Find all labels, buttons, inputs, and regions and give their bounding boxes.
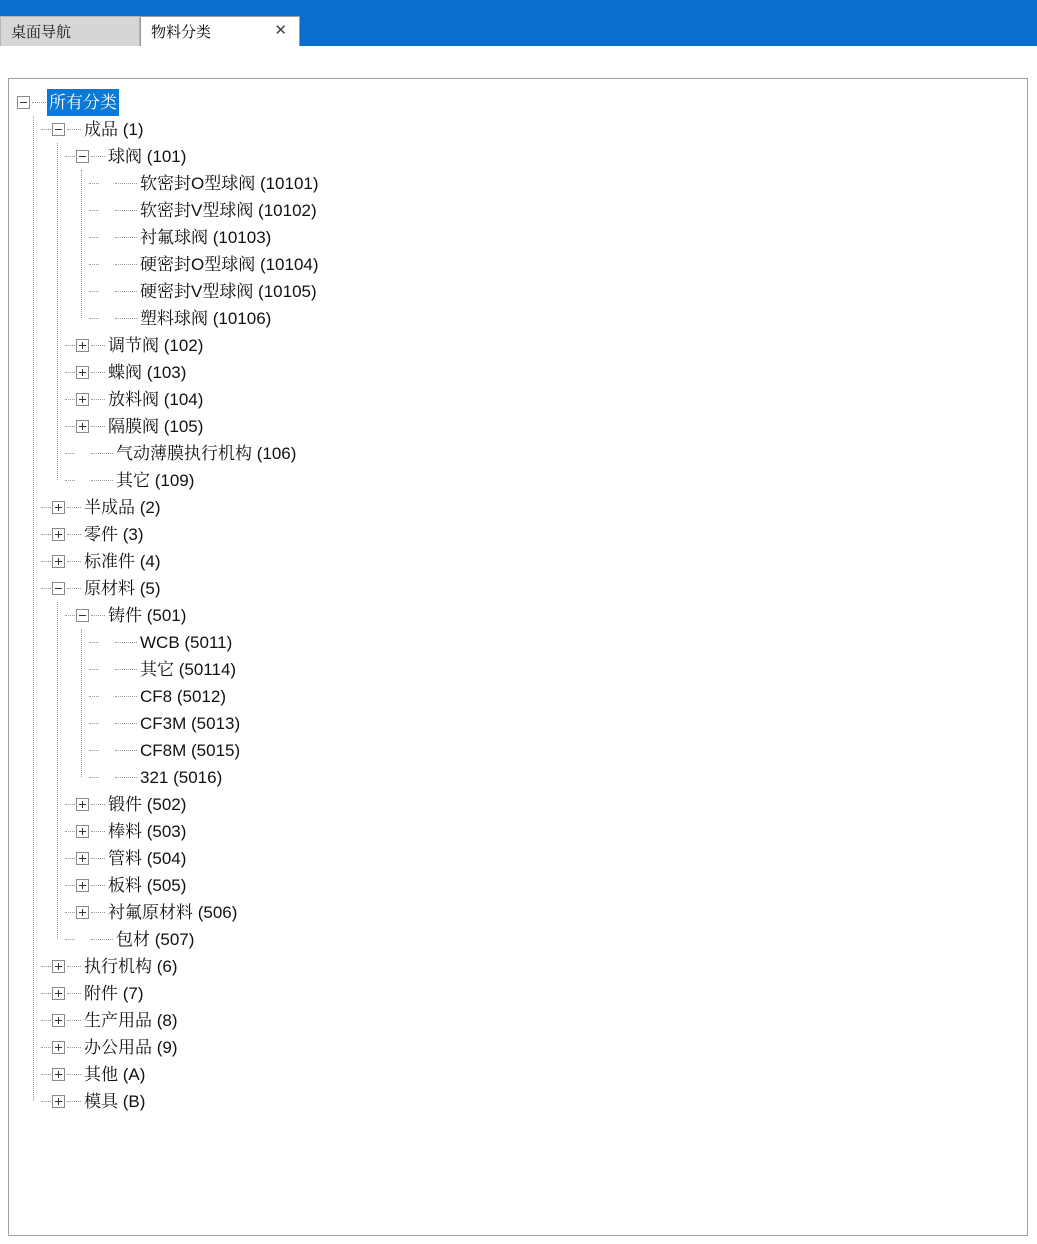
tree-node-label: 原材料 (5) — [84, 579, 161, 598]
tree-node[interactable] — [17, 278, 1028, 305]
tree-connector — [115, 264, 137, 266]
tree-connector — [32, 102, 46, 104]
tree-connector — [91, 615, 105, 617]
tree-connector — [91, 480, 113, 482]
tree-node[interactable] — [17, 494, 1028, 521]
tree-leaf-marker — [100, 258, 113, 271]
tree-connector — [41, 534, 51, 536]
tree-node[interactable] — [17, 818, 1028, 845]
tree-node[interactable] — [17, 143, 1028, 170]
tree-connector — [89, 696, 99, 698]
tree-leaf-marker — [100, 690, 113, 703]
expand-icon[interactable] — [52, 987, 65, 1000]
tree-connector — [91, 804, 105, 806]
tree-connector — [67, 993, 81, 995]
tree-node-label: CF8M (5015) — [140, 741, 241, 760]
tree-node[interactable] — [17, 440, 1028, 467]
tree-connector — [89, 777, 99, 779]
tree-node[interactable] — [17, 791, 1028, 818]
tree-connector — [41, 1074, 51, 1076]
tree-node-label: 321 (5016) — [140, 768, 223, 787]
tree-node-label: 衬氟原材料 (506) — [108, 903, 238, 922]
tree-guide-line — [81, 629, 82, 777]
tree-connector — [115, 777, 137, 779]
tree-node[interactable] — [17, 116, 1028, 143]
tree-connector — [65, 804, 75, 806]
tree-node[interactable] — [17, 737, 1028, 764]
tree-node[interactable] — [17, 899, 1028, 926]
tree-leaf-marker — [100, 663, 113, 676]
expand-icon[interactable] — [52, 1041, 65, 1054]
expand-icon[interactable] — [52, 555, 65, 568]
tree-node[interactable] — [17, 575, 1028, 602]
tree-node[interactable] — [17, 764, 1028, 791]
expand-icon[interactable] — [76, 339, 89, 352]
tree-node-label: 办公用品 (9) — [84, 1038, 178, 1057]
tree-node-label: 附件 (7) — [84, 984, 144, 1003]
collapse-icon[interactable] — [52, 123, 65, 136]
tree-node-label: WCB (5011) — [140, 633, 233, 652]
tree-connector — [67, 1047, 81, 1049]
tree-connector — [115, 318, 137, 320]
tree-node-label: 隔膜阀 (105) — [108, 417, 204, 436]
tree-node-label: 生产用品 (8) — [84, 1011, 178, 1030]
tree-node[interactable] — [17, 845, 1028, 872]
tree-node[interactable] — [17, 656, 1028, 683]
tree-connector — [67, 534, 81, 536]
tree-connector — [115, 642, 137, 644]
tree-connector — [115, 696, 137, 698]
tree-leaf-marker — [100, 312, 113, 325]
tree-node[interactable] — [17, 629, 1028, 656]
tree-connector — [65, 858, 75, 860]
tree-leaf-marker — [76, 933, 89, 946]
tree-node-label: CF3M (5013) — [140, 714, 241, 733]
tree-connector — [65, 480, 75, 482]
tree-node-label: 零件 (3) — [84, 525, 144, 544]
tree-node-label: 软密封O型球阀 (10101) — [140, 174, 319, 193]
tab-2[interactable] — [140, 16, 300, 46]
tree-node-label: 锻件 (502) — [108, 795, 187, 814]
tree-connector — [91, 453, 113, 455]
tree-node-label: 塑料球阀 (10106) — [140, 309, 272, 328]
tree-connector — [91, 426, 105, 428]
tree-connector — [65, 453, 75, 455]
tree-node[interactable] — [17, 548, 1028, 575]
tree-connector — [41, 1047, 51, 1049]
tree-connector — [65, 426, 75, 428]
tree-connector — [67, 1074, 81, 1076]
tree-connector — [89, 318, 99, 320]
tree-node-label: 铸件 (501) — [108, 606, 187, 625]
tree-connector — [115, 237, 137, 239]
tree-node[interactable] — [17, 197, 1028, 224]
tree-node[interactable] — [17, 1034, 1028, 1061]
tree-node-label: 其他 (A) — [84, 1065, 146, 1084]
tree-connector — [115, 210, 137, 212]
expand-icon[interactable] — [76, 393, 89, 406]
tree-node-label: 硬密封O型球阀 (10104) — [140, 255, 319, 274]
tree-connector — [67, 1101, 81, 1103]
tree-connector — [89, 237, 99, 239]
tree-connector — [65, 939, 75, 941]
tree-node[interactable] — [17, 710, 1028, 737]
tree-leaf-marker — [100, 204, 113, 217]
material-category-panel — [8, 78, 1028, 1236]
tree-connector — [41, 1101, 51, 1103]
expand-icon[interactable] — [76, 366, 89, 379]
tree-node[interactable] — [17, 467, 1028, 494]
tree-node-label: 调节阀 (102) — [108, 336, 204, 355]
tree-connector — [41, 966, 51, 968]
tree-node-label: 其它 (109) — [116, 471, 195, 490]
tree-connector — [67, 507, 81, 509]
tree-connector — [91, 885, 105, 887]
tree-connector — [115, 669, 137, 671]
expand-icon[interactable] — [76, 906, 89, 919]
expand-icon[interactable] — [76, 420, 89, 433]
tree-connector — [91, 345, 105, 347]
tree-connector — [65, 399, 75, 401]
tree-connector — [65, 615, 75, 617]
tree-node-label: 管料 (504) — [108, 849, 187, 868]
tree-leaf-marker — [100, 285, 113, 298]
collapse-icon[interactable] — [52, 582, 65, 595]
tree-node[interactable] — [17, 602, 1028, 629]
tree-node[interactable] — [17, 386, 1028, 413]
tree-connector — [115, 291, 137, 293]
tree-connector — [91, 399, 105, 401]
expand-icon[interactable] — [52, 1095, 65, 1108]
expand-icon[interactable] — [76, 825, 89, 838]
tree-leaf-marker — [76, 474, 89, 487]
tree-leaf-marker — [100, 744, 113, 757]
tree-leaf-marker — [100, 177, 113, 190]
tree-connector — [89, 264, 99, 266]
tree-node-label: 模具 (B) — [84, 1092, 146, 1111]
expand-icon[interactable] — [52, 1068, 65, 1081]
tree-connector — [89, 210, 99, 212]
tree-connector — [89, 750, 99, 752]
tree-connector — [67, 561, 81, 563]
tree-node-label: 半成品 (2) — [84, 498, 161, 517]
tree-node[interactable] — [17, 683, 1028, 710]
tree-leaf-marker — [76, 447, 89, 460]
tree-connector — [91, 831, 105, 833]
tree-connector — [65, 345, 75, 347]
tree-connector — [41, 561, 51, 563]
tree-connector — [89, 183, 99, 185]
tree-connector — [41, 129, 51, 131]
tree-connector — [41, 993, 51, 995]
tree-node[interactable] — [17, 980, 1028, 1007]
tree-node[interactable] — [17, 872, 1028, 899]
tree-connector — [91, 939, 113, 941]
tree-connector — [91, 858, 105, 860]
tree-guide-line — [33, 116, 34, 1101]
tree-connector — [89, 669, 99, 671]
tree-node[interactable] — [17, 224, 1028, 251]
tree-node-label: 硬密封V型球阀 (10105) — [140, 282, 317, 301]
tree-node[interactable] — [17, 359, 1028, 386]
tree-node[interactable] — [17, 305, 1028, 332]
tree-guide-line — [57, 602, 58, 939]
tree-node[interactable] — [17, 251, 1028, 278]
expand-icon[interactable] — [52, 501, 65, 514]
tree-connector — [91, 372, 105, 374]
tree-node[interactable] — [17, 1007, 1028, 1034]
tree-connector — [67, 1020, 81, 1022]
tree-node-label: CF8 (5012) — [140, 687, 226, 706]
tab-label: 物料分类 — [151, 24, 212, 41]
tree-connector — [41, 1020, 51, 1022]
expand-icon[interactable] — [52, 960, 65, 973]
tree-connector — [115, 750, 137, 752]
tree-guide-line — [57, 143, 58, 480]
tree-leaf-marker — [100, 231, 113, 244]
tree-node[interactable] — [17, 170, 1028, 197]
tree-node[interactable] — [17, 89, 1028, 116]
collapse-icon[interactable] — [76, 609, 89, 622]
tab-strip — [0, 8, 300, 46]
expand-icon[interactable] — [76, 852, 89, 865]
tab-label: 桌面导航 — [11, 24, 72, 41]
tree-node[interactable] — [17, 953, 1028, 980]
tree-connector — [65, 831, 75, 833]
collapse-icon[interactable] — [17, 96, 30, 109]
tree-node-label: 蝶阀 (103) — [108, 363, 187, 382]
tree-guide-line — [81, 170, 82, 318]
tab-bar — [0, 0, 1037, 46]
tree-connector — [67, 966, 81, 968]
tree-connector — [67, 129, 81, 131]
tree-node-label: 板料 (505) — [108, 876, 187, 895]
tree-node-label: 球阀 (101) — [108, 147, 187, 166]
tree-connector — [89, 291, 99, 293]
tree-leaf-marker — [100, 771, 113, 784]
expand-icon[interactable] — [52, 1014, 65, 1027]
expand-icon[interactable] — [52, 528, 65, 541]
tree-connector — [41, 507, 51, 509]
tree-node-label: 软密封V型球阀 (10102) — [140, 201, 317, 220]
collapse-icon[interactable] — [76, 150, 89, 163]
tree-node-label: 棒料 (503) — [108, 822, 187, 841]
tree-connector — [41, 588, 51, 590]
tree-node[interactable] — [17, 521, 1028, 548]
tree-connector — [65, 156, 75, 158]
tree-connector — [65, 372, 75, 374]
expand-icon[interactable] — [76, 879, 89, 892]
tree-connector — [89, 642, 99, 644]
expand-icon[interactable] — [76, 798, 89, 811]
close-icon[interactable]: ✕ — [274, 22, 287, 39]
tree-connector — [115, 183, 137, 185]
tree-leaf-marker — [100, 717, 113, 730]
tree-connector — [91, 156, 105, 158]
tree-node-label: 其它 (50114) — [140, 660, 237, 679]
tree-node-label: 执行机构 (6) — [84, 957, 178, 976]
tree-connector — [67, 588, 81, 590]
tab-1[interactable] — [0, 16, 140, 46]
tree-connector — [91, 912, 105, 914]
tree-node-label: 包材 (507) — [116, 930, 195, 949]
tree-node-label: 放料阀 (104) — [108, 390, 204, 409]
tree-connector — [65, 912, 75, 914]
tree-node[interactable] — [17, 1061, 1028, 1088]
tree-node-label: 气动薄膜执行机构 (106) — [116, 444, 297, 463]
tree-node[interactable] — [17, 413, 1028, 440]
tree-connector — [115, 723, 137, 725]
tree-node[interactable] — [17, 1088, 1028, 1115]
tree-node-label: 成品 (1) — [84, 120, 144, 139]
tree-connector — [89, 723, 99, 725]
tree-node[interactable] — [17, 926, 1028, 953]
tree-leaf-marker — [100, 636, 113, 649]
tree-node[interactable] — [17, 332, 1028, 359]
tree-connector — [65, 885, 75, 887]
tree-node-label: 衬氟球阀 (10103) — [140, 228, 272, 247]
tree-node-label: 标准件 (4) — [84, 552, 161, 571]
category-tree[interactable] — [17, 89, 1028, 1119]
tree-node-label: 所有分类 — [47, 89, 119, 116]
